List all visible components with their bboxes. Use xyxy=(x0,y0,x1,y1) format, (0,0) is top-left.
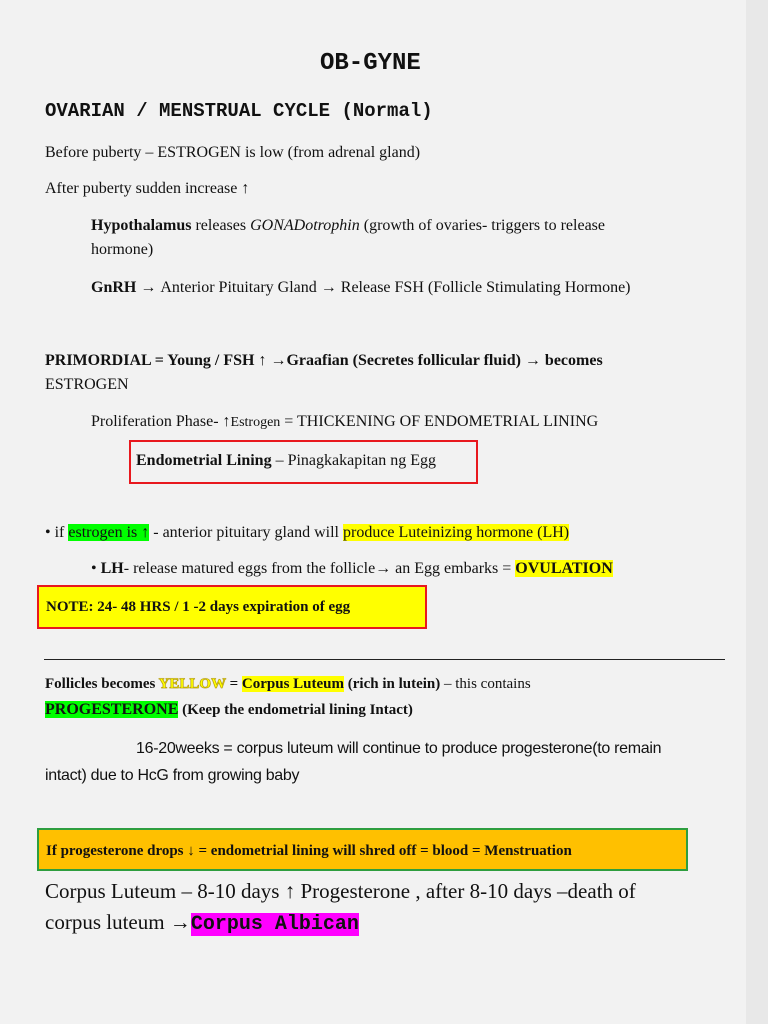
gonadotrophin-term: GONADotrophin xyxy=(250,217,360,234)
follicles-b: = xyxy=(225,676,242,692)
hypo-mid: releases xyxy=(191,217,251,234)
corpus-albican-line xyxy=(45,910,359,936)
ovulation-highlight: OVULATION xyxy=(515,560,613,577)
proliferation-line xyxy=(91,413,598,431)
yellow-word: YELLOW xyxy=(158,676,226,692)
hypo-rest: (growth of ovaries- triggers to release xyxy=(359,217,605,234)
bullet-pre: • xyxy=(91,560,101,577)
gnrh-term: GnRH xyxy=(91,279,137,296)
lh-term: LH xyxy=(100,560,124,577)
follicles-d: – this contains xyxy=(440,676,531,692)
arrow-icon: → xyxy=(316,279,341,296)
before-puberty-line: Before puberty – ESTROGEN is low (from adrenal gland) xyxy=(45,144,421,161)
arrow-icon: → xyxy=(136,279,161,296)
follicles-e: (Keep the endometrial lining Intact) xyxy=(178,702,413,718)
lh-highlight: produce Luteinizing hormone (LH) xyxy=(342,524,570,541)
proliferation-estrogen: Estrogen xyxy=(230,415,281,430)
proliferation-a: Proliferation Phase- ↑ xyxy=(91,413,231,430)
corpus-luteum-highlight: Corpus Luteum xyxy=(241,676,344,692)
bullet-mid: - anterior pituitary gland will xyxy=(149,524,343,541)
estrogen-highlight: estrogen is ↑ xyxy=(68,524,150,541)
progesterone-drops-text: If progesterone drops ↓ = endometrial lining will shred off = blood = Menstruation xyxy=(46,843,572,859)
gnrh-rest: Release FSH (Follicle Stimulating Hormone) xyxy=(340,279,631,296)
progesterone-highlight: PROGESTERONE xyxy=(45,701,179,718)
hypothalamus-line xyxy=(91,217,605,235)
follicles-line xyxy=(45,676,531,693)
bullet-mid: - release matured eggs from the follicle→ an Egg embarks = xyxy=(123,560,516,577)
endometrial-lining-text xyxy=(136,452,436,470)
lh-bullet xyxy=(91,560,613,578)
corpus-albican-pre: corpus luteum → xyxy=(45,910,191,934)
primordial-line-cont: ESTROGEN xyxy=(45,376,129,393)
note-text: NOTE: 24- 48 HRS / 1 -2 days expiration of egg xyxy=(46,599,351,615)
bullet-pre: • if xyxy=(45,524,69,541)
hypothalamus-term: Hypothalamus xyxy=(91,217,192,234)
after-puberty-line: After puberty sudden increase ↑ xyxy=(45,180,250,197)
progesterone-line xyxy=(45,701,413,719)
weeks-line: 16-20weeks = corpus luteum will continue to produce progesterone(to remain xyxy=(136,740,662,757)
corpus-luteum-line: Corpus Luteum – 8-10 days ↑ Progesterone , after 8-10 days –death of xyxy=(45,879,636,903)
divider-line xyxy=(44,659,725,660)
page-title: OB-GYNE xyxy=(320,50,421,77)
proliferation-c: = THICKENING OF ENDOMETRIAL LINING xyxy=(280,413,599,430)
estrogen-bullet xyxy=(45,524,569,542)
corpus-albican-highlight: Corpus Albican xyxy=(190,913,359,936)
gnrh-mid: Anterior Pituitary Gland xyxy=(160,279,317,296)
endometrial-term: Endometrial Lining xyxy=(136,452,272,469)
endometrial-rest: – Pinagkakapitan ng Egg xyxy=(271,452,436,469)
hypothalamus-line-cont: hormone) xyxy=(91,241,154,258)
section-heading: OVARIAN / MENSTRUAL CYCLE (Normal) xyxy=(45,100,433,122)
weeks-line-cont: intact) due to HcG from growing baby xyxy=(45,767,300,784)
primordial-line: PRIMORDIAL = Young / FSH ↑ →Graafian (Secretes follicular fluid) → becomes xyxy=(45,352,603,369)
follicles-c: (rich in lutein) xyxy=(344,676,441,692)
gnrh-line xyxy=(91,279,631,297)
follicles-a: Follicles becomes xyxy=(45,676,159,692)
